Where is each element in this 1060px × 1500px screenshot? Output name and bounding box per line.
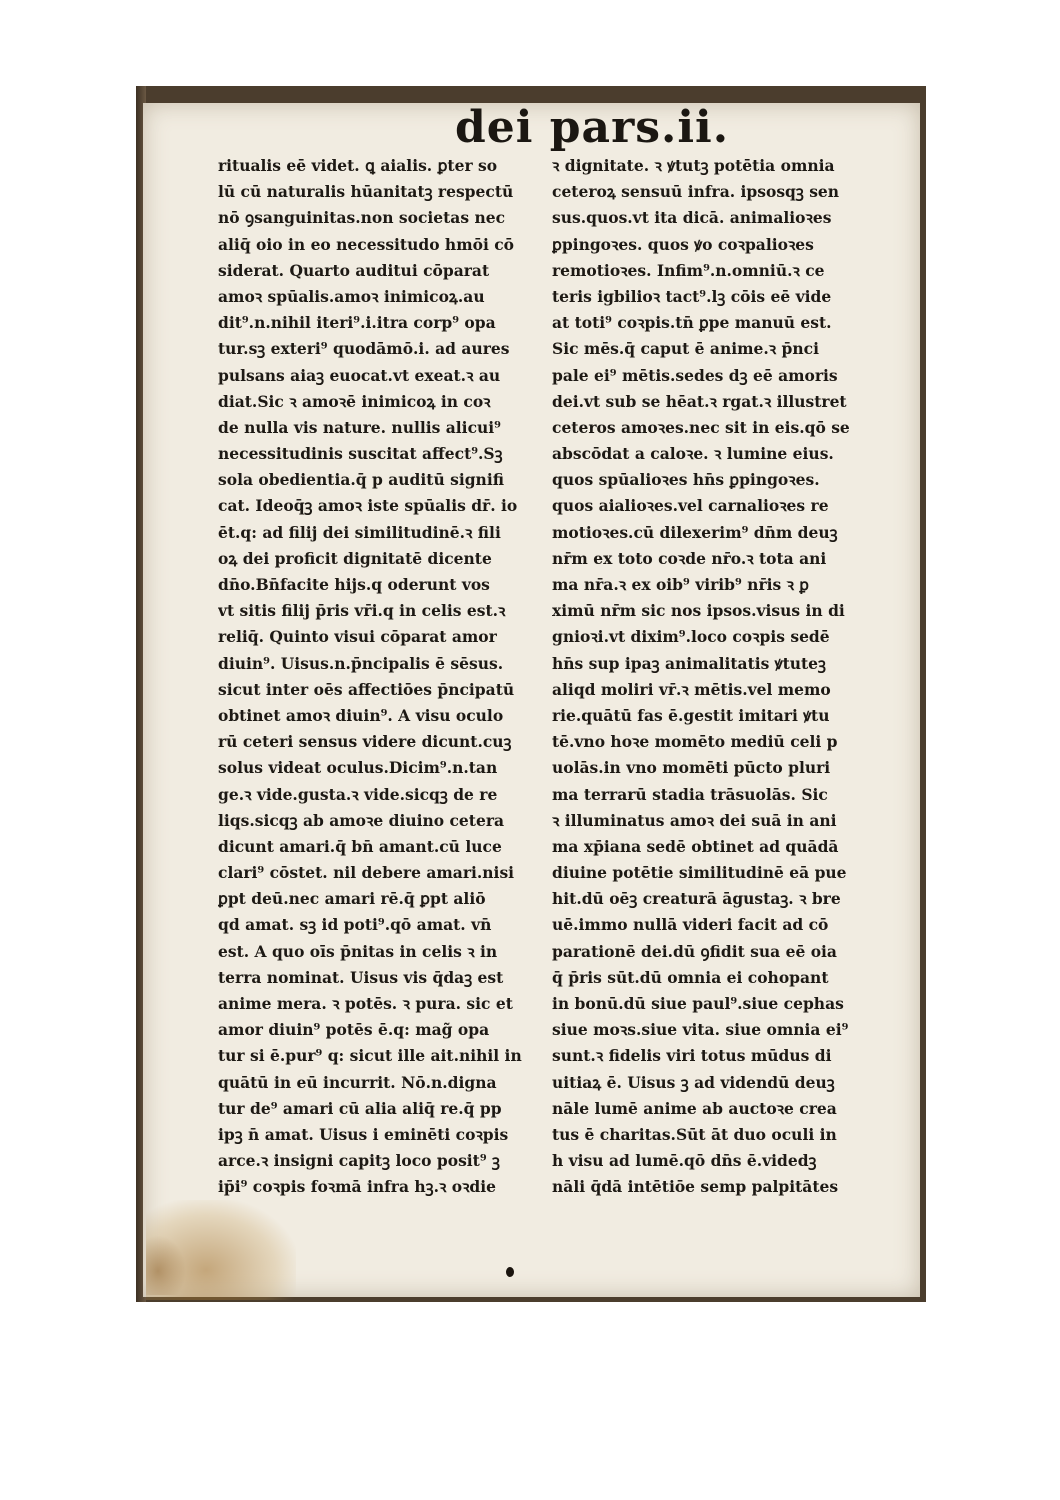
text-line: liqs.sicqꝫ ab amoꝛe diuino cetera — [218, 810, 505, 830]
text-line: diuin⁹. Uisus.n.p̄ncipalis ē sēsus. — [218, 653, 504, 673]
text-line: nāli q̄dā intētiōe semp palpitātes — [552, 1177, 839, 1197]
text-line: qd amat. sꝫ id poti⁹.qō amat. vn̄ — [218, 915, 492, 935]
text-line: aliq̄ oio in eo necessitudo hmōi cō — [218, 234, 515, 254]
text-line: sola obedientia.q̄ p auditū signifi — [218, 470, 504, 490]
text-line: sus.quos.vt ita dicā. animalioꝛes — [552, 208, 832, 228]
text-line: clari⁹ cōstet. nil debere amari.nisi — [218, 863, 515, 883]
text-line: sicut inter oēs affectiōes p̄ncipatū — [218, 679, 515, 699]
text-line: tur.sꝫ exteri⁹ quodāmō.i. ad aures — [218, 339, 510, 359]
text-line: sunt.ꝛ fidelis viri totus mūdus di — [552, 1046, 832, 1066]
text-line: pale ei⁹ mētis.sedes dꝫ eē amoris — [552, 365, 838, 385]
text-line: ceteros amoꝛes.nec sit in eis.qō se — [552, 417, 850, 437]
text-line: q̄ p̄ris sūt.dū omnia ei cohopant — [552, 967, 829, 987]
text-line: ma xp̄iana sedē obtinet ad quādā — [552, 836, 839, 856]
text-line: teris igbilioꝛ tact⁹.lꝫ cōis eē vide — [552, 286, 832, 306]
text-line: at toti⁹ coꝛpis.tn̄ ꝑpe manuū est. — [552, 313, 832, 333]
text-line: hn̄s sup ipaꝫ animalitatis ꝟtuteꝫ — [552, 653, 826, 673]
text-line: arce.ꝛ insigni capitꝫ loco posit⁹ ꝫ — [218, 1151, 500, 1171]
text-line: oꝝ dei proficit dignitatē dicente — [218, 548, 492, 568]
text-line: est. A quo oīs p̄nitas in celis ꝛ in — [218, 941, 498, 961]
text-line: necessitudinis suscitat affect⁹.Sꝫ — [218, 444, 503, 464]
text-line: ꝑpingoꝛes. quos ꝟo coꝛpalioꝛes — [552, 234, 814, 254]
text-line: uē.immo nullā videri facit ad cō — [552, 915, 829, 935]
text-line: ma terrarū stadia trāsuolās. Sic — [552, 784, 828, 804]
text-line: rie.quātū fas ē.gestit imitari ꝟtu — [552, 705, 830, 725]
text-line: quātū in eū incurrit. Nō.n.digna — [218, 1072, 497, 1092]
text-line: h visu ad lumē.qō dn̄s ē.videdꝫ — [552, 1151, 817, 1171]
text-line: nō ꝯsanguinitas.non societas nec — [218, 208, 506, 228]
text-line: quos aialioꝛes.vel carnalioꝛes re — [552, 496, 829, 516]
text-line: pulsans aiaꝫ euocat.vt exeat.ꝛ au — [218, 365, 501, 385]
binding-hole — [506, 1267, 514, 1277]
text-line: anime mera. ꝛ potēs. ꝛ pura. sic et — [218, 994, 513, 1013]
water-stain-edge — [146, 1235, 186, 1295]
text-line: reliq̄. Quinto visui cōparat amor — [218, 627, 497, 647]
text-line: ꝛ illuminatus amoꝛ dei suā in ani — [552, 810, 837, 830]
text-column-left — [218, 153, 548, 1201]
text-line: vt sitis filij p̄ris vr̄i.q in celis est.ꝛ — [218, 601, 506, 621]
text-line: amor diuin⁹ potēs ē.q: mag̃ opa — [218, 1020, 490, 1040]
text-line: tur de⁹ amari cū alia aliq̄ re.q̄ pp — [218, 1098, 502, 1118]
text-line: tē.vno hoꝛe momēto mediū celi p — [552, 732, 838, 752]
text-line: obtinet amoꝛ diuin⁹. A visu oculo — [218, 705, 504, 725]
text-line: ritualis eē videt. ꝗ aialis. ꝑter so — [218, 156, 498, 175]
text-line: dn̄o.Bn̄facite hijs.q oderunt vos — [218, 575, 490, 594]
text-line: Sic mēs.q̄ caput ē anime.ꝛ p̄nci — [552, 339, 819, 359]
text-line: siderat. Quarto auditui cōparat — [218, 260, 490, 280]
text-line: ceteroꝝ sensuū infra. ipsosqꝫ sen — [552, 182, 840, 202]
text-line: cat. Ideoq̄ꝫ amoꝛ iste spūalis dr̄. io — [218, 496, 518, 516]
text-line: ma nr̄a.ꝛ ex oib⁹ virib⁹ nr̄is ꝛ ꝑ — [552, 575, 809, 594]
text-line: dicunt amari.q̄ bn̄ amant.cū luce — [218, 836, 502, 856]
text-line: nr̄m ex toto coꝛde nr̄o.ꝛ tota ani — [552, 548, 827, 568]
text-line: terra nominat. Uisus vis q̄daꝫ est — [218, 967, 504, 987]
text-column-right — [552, 153, 882, 1201]
text-line: amoꝛ spūalis.amoꝛ inimicoꝝ.au — [218, 286, 485, 306]
text-line: hit.dū oēꝫ creaturā āgustaꝫ. ꝛ bre — [552, 889, 841, 909]
text-line: uitiaꝝ ē. Uisus ꝫ ad videndū deuꝫ — [552, 1072, 835, 1092]
text-line: siue moꝛs.siue vita. siue omnia ei⁹ — [552, 1020, 849, 1040]
text-line: abscōdat a caloꝛe. ꝛ lumine eius. — [552, 444, 834, 464]
text-line: nāle lumē anime ab auctoꝛe crea — [552, 1098, 837, 1118]
text-line: remotioꝛes. Infim⁹.n.omniū.ꝛ ce — [552, 260, 825, 280]
text-line: motioꝛes.cū dilexerim⁹ dn̄m deuꝫ — [552, 522, 838, 542]
running-header: dei pars.ii. — [455, 102, 730, 153]
text-line: ipꝫ n̄ amat. Uisus i eminēti coꝛpis — [218, 1124, 509, 1144]
text-line: solus videat oculus.Dicim⁹.n.tan — [218, 758, 498, 778]
text-line: in bonū.dū siue paul⁹.siue cephas — [552, 994, 844, 1013]
text-line: diat.Sic ꝛ amoꝛē inimicoꝝ in coꝛ — [218, 391, 491, 411]
text-line: ximū nr̄m sic nos ipsos.visus in di — [552, 601, 845, 621]
text-line: parationē dei.dū ꝯfidit sua eē oia — [552, 941, 837, 961]
text-line: ge.ꝛ vide.gusta.ꝛ vide.sicqꝫ de re — [218, 784, 498, 804]
text-line: ꝑpt deū.nec amari rē.q̄ ꝑpt aliō — [218, 889, 486, 909]
text-line: dit⁹.n.nihil iteri⁹.i.itra corp⁹ opa — [218, 313, 496, 333]
text-line: ēt.q: ad filij dei similitudinē.ꝛ fili — [218, 522, 501, 542]
text-line: de nulla vis nature. nullis alicui⁹ — [218, 417, 501, 437]
text-line: gnioꝛi.vt dixim⁹.loco coꝛpis sedē — [552, 627, 830, 647]
text-line: diuine potētie similitudinē eā pue — [552, 863, 847, 883]
text-line: uolās.in vno momēti pūcto pluri — [552, 758, 831, 778]
text-line: ꝛ dignitate. ꝛ ꝟtutꝫ potētia omnia — [552, 156, 835, 175]
text-line: aliqd moliri vr̄.ꝛ mētis.vel memo — [552, 679, 831, 699]
text-line: quos spūalioꝛes hn̄s ꝑpingoꝛes. — [552, 470, 820, 490]
text-line: rū ceteri sensus videre dicunt.cuꝫ — [218, 732, 512, 752]
text-line: tus ē charitas.Sūt āt duo oculi in — [552, 1124, 837, 1144]
text-line: dei.vt sub se hēat.ꝛ rgat.ꝛ illustret — [552, 391, 847, 411]
text-line: lū cū naturalis hūanitatꝫ respectū — [218, 182, 514, 202]
text-line: ip̄i⁹ coꝛpis foꝛmā infra hꝫ.ꝛ oꝛdie — [218, 1177, 496, 1197]
text-line: tur si ē.pur⁹ q: sicut ille ait.nihil in — [218, 1046, 522, 1066]
